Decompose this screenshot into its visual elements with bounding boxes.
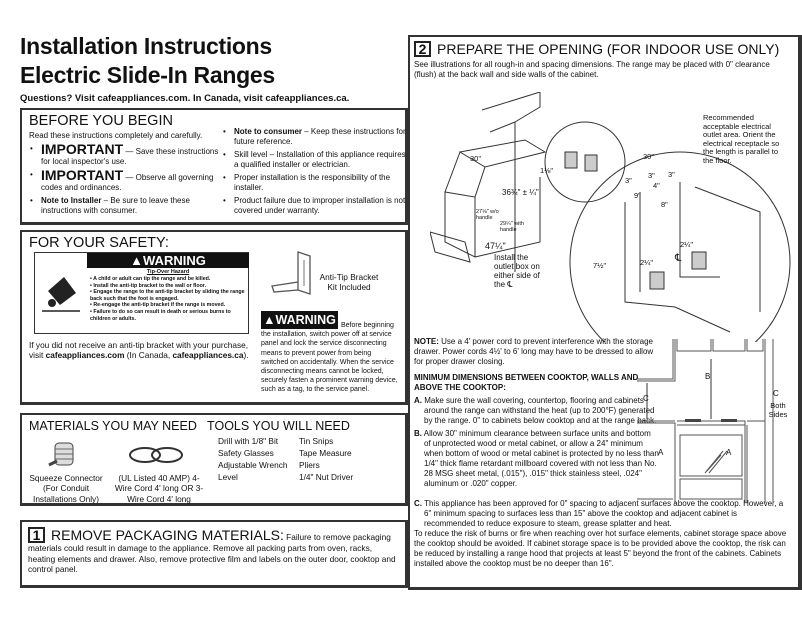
dim-open-depth: 47¼" [485,241,506,251]
zoom-dim-3: 3" [648,171,655,180]
dim-depth-offset: 1⅛" [540,166,554,175]
min-dimensions-heading: MINIMUM DIMENSIONS BETWEEN COOKTOP, WALLS AND ABOVE THE COOKTOP: [414,373,639,392]
step-heading: REMOVE PACKAGING MATERIALS: [51,527,284,543]
zoom-dim-8: 8" [661,200,668,209]
hazard-item: • A child or adult can tip the range and be killed. [90,276,211,282]
anti-tip-note: If you did not receive an anti-tip bracket with your purchase, visit [29,340,249,361]
step-text: Failure to remove packaging materials could result in damage to the appliance. Remove all packing parts from oven, racks, heating elements and drawer. Also, remove protective film and labels on the outer door, cooktop and control panel. [28,532,396,574]
safety-section [20,230,408,405]
dim-depth-no-handle: 27⅛" w/o handle [476,209,499,221]
dim-depth-handle: 29¼" with handle [500,221,524,233]
step-number: 2 [414,41,431,57]
label-c: C [643,394,649,403]
step1-section [20,520,408,588]
note-text: Use a 4' power cord to prevent interference with the storage drawer. Power cords 4½' to 6' long may have to be dressed to allow for proper drawer closing. [414,337,654,366]
bracket-label: Anti-Tip Bracket Kit Included [319,272,379,293]
label-a-right: A [726,448,732,457]
section-heading: MATERIALS YOU MAY NEED TOOLS YOU WILL NEED [29,419,350,433]
step-intro: See illustrations for all rough-in and spacing dimensions. The range may be placed with 0" clearance (flush) at the back wall and side walls of the cabinet. [414,60,770,79]
tip-over-icon [40,271,82,313]
tool-item: Pliers [299,460,320,470]
label-a-left: A [658,448,664,457]
step-number: 1 [28,527,45,543]
step-heading: PREPARE THE OPENING (FOR INDOOR USE ONLY) [437,41,780,57]
power-cord-icon [127,443,187,467]
tool-item: 1/4" Nut Driver [299,472,354,482]
outlet-instruction: Install the outlet box on either side of the ℄ [494,253,540,289]
outlet-callout: Recommended acceptable electrical outlet area. Orient the electrical receptacle so the length is parallel to the floor. [703,113,780,165]
dim-width: 30" [470,154,482,163]
before-you-begin-section [20,108,408,225]
website-link-canada[interactable]: cafeappliances.ca [172,350,244,361]
closing-warning: To reduce the risk of burns or fire when reaching over hot surface elements, cabinet storage space above the cooktop should be avoided. If cabinet storage space is to be provided above the cooktop, the risk can be reduced by installing a range hood that projects at least 5" beyond the front of the cabinets. Cabinets installed above the cooktop must be no deeper than 16". [414,529,787,568]
hazard-item: • Install the anti-tip bracket to the wall or floor. [90,282,207,289]
note-label: Note to consumer [234,127,303,136]
note-label: Note to Installer [41,196,102,205]
dim-height: 36¾" ± ¼" [502,188,539,197]
label-both-sides: Both Sides [768,401,788,419]
anti-tip-bracket-icon [270,250,315,300]
dimension-item-c: C. This appliance has been approved for 0" spacing to adjacent surfaces above the cooktop. However, a 6" minimum spacing to surfaces less than 15" above the cooktop and adjacent cabinet is recommended to reduce exposure to steam, grease splatter and heat. [414,499,784,528]
tool-item: Drill with 1/8" Bit [218,436,279,446]
zoom-dim-3: 3" [668,170,675,179]
hazard-title: Tip-Over Hazard [146,269,190,275]
bullet-text: Product failure due to improper installation is not covered under warranty. [234,196,406,215]
hazard-item: • Engage the range to the anti-tip bracket by sliding the range back such that the foot is engaged. [90,289,245,302]
tip-over-warning-box [34,252,249,334]
power-cord-note [414,337,659,367]
tool-item: Tin Snips [299,436,334,446]
power-warning-header: ▲WARNING [261,311,338,329]
connector-label: Squeeze Connector (For Conduit Installations Only) [29,473,103,504]
power-warning-text: Before beginning the installation, switch power off at service panel and lock the service disconnecting means to prevent power from being switched on accidentally. When the service disconnecting means cannot be locked, securely fasten a prominent warning device, such as a tag, to the service panel. [261,322,398,394]
zoom-dim-2-1-4: 2¼" [680,240,694,249]
tool-item: Level [218,472,238,482]
label-c-sides: C [773,389,779,398]
note-label: NOTE: [414,337,439,346]
tool-item: Tape Measure [299,448,352,458]
dimension-item-b: B. Allow 30" minimum clearance between surface units and bottom of unprotected wood or metal cabinet, or allow a 24" minimum when bottom of wood or metal cabinet is protected by no less than 1/4" thick flame retardant millboard covered with not less than No. 28 MSG sheet metal, (.015"), .015" thick stainless steel, .024" aluminum or .020" copper. [414,429,659,488]
tool-item: Safety Glasses [218,448,274,458]
zoom-dim-30: 30" [643,152,655,161]
zoom-dim-2-1-4: 2¼" [640,258,654,267]
hazard-item: • Failure to do so can result in death or serious burns to children or adults. [90,308,231,322]
note-text: (In Canada, [124,350,173,361]
title-line-2: Electric Slide-In Ranges [20,62,275,88]
bullet-text: Skill level – Installation of this appliance requires a qualified installer or electrician. [234,150,406,169]
zoom-dim-9: 9" [634,191,641,200]
important-label: IMPORTANT [41,141,124,157]
website-link[interactable]: cafeappliances.com [45,350,125,361]
bullet-text: Proper installation is the responsibility of the installer. [234,173,391,192]
note-text: ). [243,350,249,361]
warning-header: ▲WARNING [87,253,249,268]
zoom-dim-3: 3" [625,176,632,185]
tool-item: Adjustable Wrench [218,460,288,470]
cabinet-clearance-diagram [635,339,785,504]
section-heading: FOR YOUR SAFETY: [29,235,169,251]
centerline-symbol: ℄ [675,253,682,264]
step2-section [408,35,802,590]
bullet-text: — Save these instructions for local inspector's use. [41,147,219,166]
materials-section [20,413,408,506]
hazard-item: • Re-engage the anti-tip bracket if the range is moved. [90,302,226,309]
zoom-dim-7-1-2: 7½" [593,261,607,270]
title-line-1: Installation Instructions [20,33,272,59]
important-label: IMPORTANT [41,167,124,183]
cord-label: (UL Listed 40 AMP) 4-Wire Cord 4' long OR 3-Wire Cord 4' long [114,473,204,504]
bullet-text: – Keep these instructions for future reference. [234,127,406,146]
intro-text: Read these instructions completely and carefully. [29,131,203,140]
section-heading: BEFORE YOU BEGIN [29,113,173,129]
bullet-text: — Observe all governing codes and ordinances. [41,173,214,192]
questions-line: Questions? Visit cafeappliances.com. In Canada, visit cafeappliances.ca. [20,93,350,104]
squeeze-connector-icon [47,439,79,471]
dimension-item-a: A. Make sure the wall covering, countertop, flooring and cabinets around the range can withstand the heat (up to 200°F) generated by the range. 0" to cabinets below cooktop and at the range back. [414,396,657,425]
zoom-dim-4: 4" [653,181,660,190]
bullet-text: – Be sure to leave these instructions with consumer. [41,196,190,215]
label-b: B [705,372,711,381]
